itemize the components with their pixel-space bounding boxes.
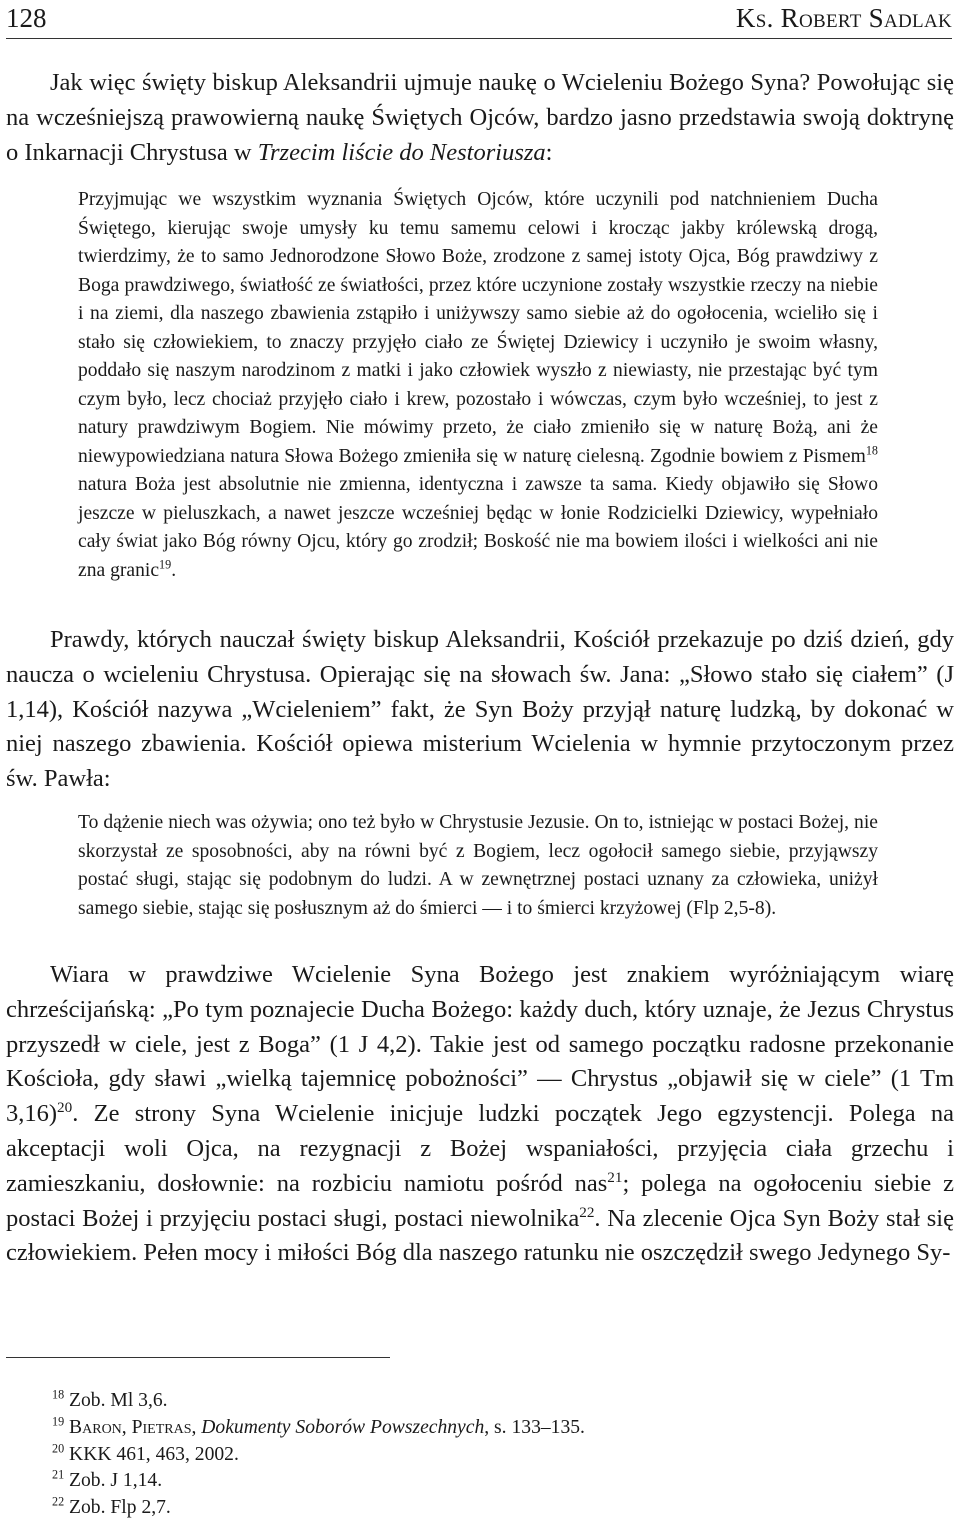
paragraph-3-text-c: ; polega na ogołoceniu siebie z postaci Bożej i przyjęciu postaci sługi, postaci niewolnika bbox=[6, 1169, 954, 1232]
paragraph-3 bbox=[6, 958, 954, 1271]
footnotes bbox=[52, 1388, 932, 1522]
footnote-ref-19[interactable]: 19 bbox=[159, 556, 172, 571]
footnote-number: 22 bbox=[52, 1494, 65, 1509]
footnote-ref-18[interactable]: 18 bbox=[865, 442, 878, 457]
letter-title: Trzecim liście do Nestoriusza bbox=[257, 138, 546, 166]
footnote-20 bbox=[52, 1442, 932, 1469]
paragraph-1 bbox=[6, 66, 954, 170]
paragraph-2-text: Prawdy, których nauczał święty biskup Aleksandrii, Kościół przekazuje po dziś dzień, gdy naucza o wcieleniu Chrystusa. Opierając się na słowach św. Jana: „Słowo stało się ciałem” (J 1,14), Kościół nazywa „Wcieleniem” fakt, że Syn Boży przyjął naturę ludzką, by dokonać w niej naszego zbawienia. Kościół opiewa misterium Wcielenia w hymnie przytoczonym przez św. Pawła: bbox=[6, 626, 954, 793]
footnote-separator bbox=[6, 1357, 390, 1358]
footnote-text: , s. 133–135. bbox=[484, 1416, 585, 1438]
quote-1-text: Przyjmując we wszystkim wyznania Świętych Ojców, które uczynili pod natchnieniem Ducha Świętego, kierując swoje umysły ku temu samemu celowi i krocząc jakby królewską drogą, twierdzimy, że to samo Jednorodzone Słowo Boże, zrodzone z samej istoty Ojca, Bóg prawdziwy z Boga prawdziwego, światłość ze światłości, przez które uczynione zostały wszystkie rzeczy na niebie i na ziemi, dla naszego zbawienia zstąpiło i uniżywszy samo siebie aż do ogołocenia, wcieliło się i stało się człowiekiem, to znaczy przyjęło ciało ze Świętej Dziewicy i uczyniło je swoim własny, poddało się naszym narodzinom z matki i jako człowiek wyszło z niewiasty, nie przestając być tym czym było, lecz chociaż przyjęło ciało i krew, pozostało i wówczas, czym było wcześniej, to jest z natury prawdziwym Bogiem. Nie mówimy przeto, że ciało zmieniło się w naturę Bożą, ani że niewypowiedziana natura Słowa Bożego zmieniła się w naturę cielesną. Zgodnie bowiem z Pismem bbox=[78, 189, 878, 467]
page-header bbox=[6, 2, 952, 39]
block-quote-cyril bbox=[78, 186, 878, 585]
footnote-number: 21 bbox=[52, 1467, 65, 1482]
block-quote-philippians bbox=[78, 809, 878, 923]
footnote-separator-comma: , bbox=[191, 1416, 202, 1438]
running-head-author: Ks. Robert Sadlak bbox=[735, 3, 952, 33]
page-number: 128 bbox=[6, 3, 47, 33]
paragraph-1-colon: : bbox=[545, 138, 553, 166]
footnote-number: 19 bbox=[52, 1414, 65, 1429]
paragraph-3-text: Wiara w prawdziwe Wcielenie Syna Bożego jest znakiem wyróżniającym wiarę chrześcijańską: „Po tym poznajecie Ducha Bożego: każdy duch, który uznaje, że Jezus Chrystus przyszedł w ciele, jest z Boga” (1 J 4,2). Takie jest od samego początku radosne przekonanie Kościoła, gdy sławi „wielką tajemnicę pobożności” — Chrystus „objawił się w ciele” (1 Tm 3,16) bbox=[6, 961, 954, 1128]
footnote-number: 20 bbox=[52, 1441, 65, 1456]
footnote-21 bbox=[52, 1468, 932, 1495]
footnote-text: Zob. Ml 3,6. bbox=[69, 1390, 168, 1411]
footnote-number: 18 bbox=[52, 1387, 65, 1402]
footnote-18 bbox=[52, 1388, 932, 1415]
quote-1-text-cont: natura Boża jest absolutnie nie zmienna, identyczna i zawsze ta sama. Kiedy objawiło się Słowo jeszcze w pieluszkach, a nawet jeszcze wcześniej będąc w łonie Rodzicielki Dziewicy, wypełniało cały świat jako Bóg równy Ojcu, który go zrodził; Boskość nie ma bowiem ilości i wielkości ani nie zna granic bbox=[78, 474, 878, 581]
footnote-text: KKK 461, 463, 2002. bbox=[69, 1443, 239, 1465]
paragraph-3-text-d: . Na zlecenie Ojca Syn Boży stał się człowiekiem. Pełen mocy i miłości Bóg dla naszego ratunku nie oszczędził swego Jedynego Sy- bbox=[6, 1204, 954, 1267]
footnote-19 bbox=[52, 1415, 932, 1442]
footnote-text: Zob. J 1,14. bbox=[69, 1470, 163, 1492]
footnote-ref-22[interactable]: 22 bbox=[579, 1203, 595, 1221]
footnote-text: Zob. Flp 2,7. bbox=[69, 1497, 171, 1519]
quote-2-text: To dążenie niech was ożywia; ono też było w Chrystusie Jezusie. On to, istniejąc w postaci Bożej, nie skorzystał ze sposobności, aby na równi być z Bogiem, lecz ogołocił samego siebie, przyjąwszy postać sługi, stając się podobnym do ludzi. A w zewnętrznej postaci uznany za człowieka, uniżył samego siebie, stając się posłusznym aż do śmierci — i to śmierci krzyżowej (Flp 2,5-8). bbox=[78, 812, 878, 919]
paragraph-3-text-b: . Ze strony Syna Wcielenie inicjuje ludzki początek Jego egzystencji. Polega na akceptacji woli Ojca, na rezygnacji z Bożej wspaniałości, przyjęcia ciała grzechu i zamieszkaniu, dosłownie: na rozbiciu namiotu pośród nas bbox=[6, 1100, 954, 1197]
paragraph-1-text: Jak więc święty biskup Aleksandrii ujmuje naukę o Wcieleniu Bożego Syna? Powołując się na wcześniejszą prawowierną naukę Świętych Ojców, bardzo jasno przedstawia swoją doktrynę o Inkarnacji Chrystusa w bbox=[6, 69, 954, 166]
footnote-authors: Baron, Pietras bbox=[69, 1416, 192, 1438]
footnote-22 bbox=[52, 1495, 932, 1522]
footnote-ref-21[interactable]: 21 bbox=[607, 1168, 623, 1186]
quote-1-end: . bbox=[171, 559, 177, 581]
footnote-book-title: Dokumenty Soborów Powszechnych bbox=[201, 1416, 485, 1438]
footnote-ref-20[interactable]: 20 bbox=[57, 1099, 73, 1117]
paragraph-2 bbox=[6, 623, 954, 797]
